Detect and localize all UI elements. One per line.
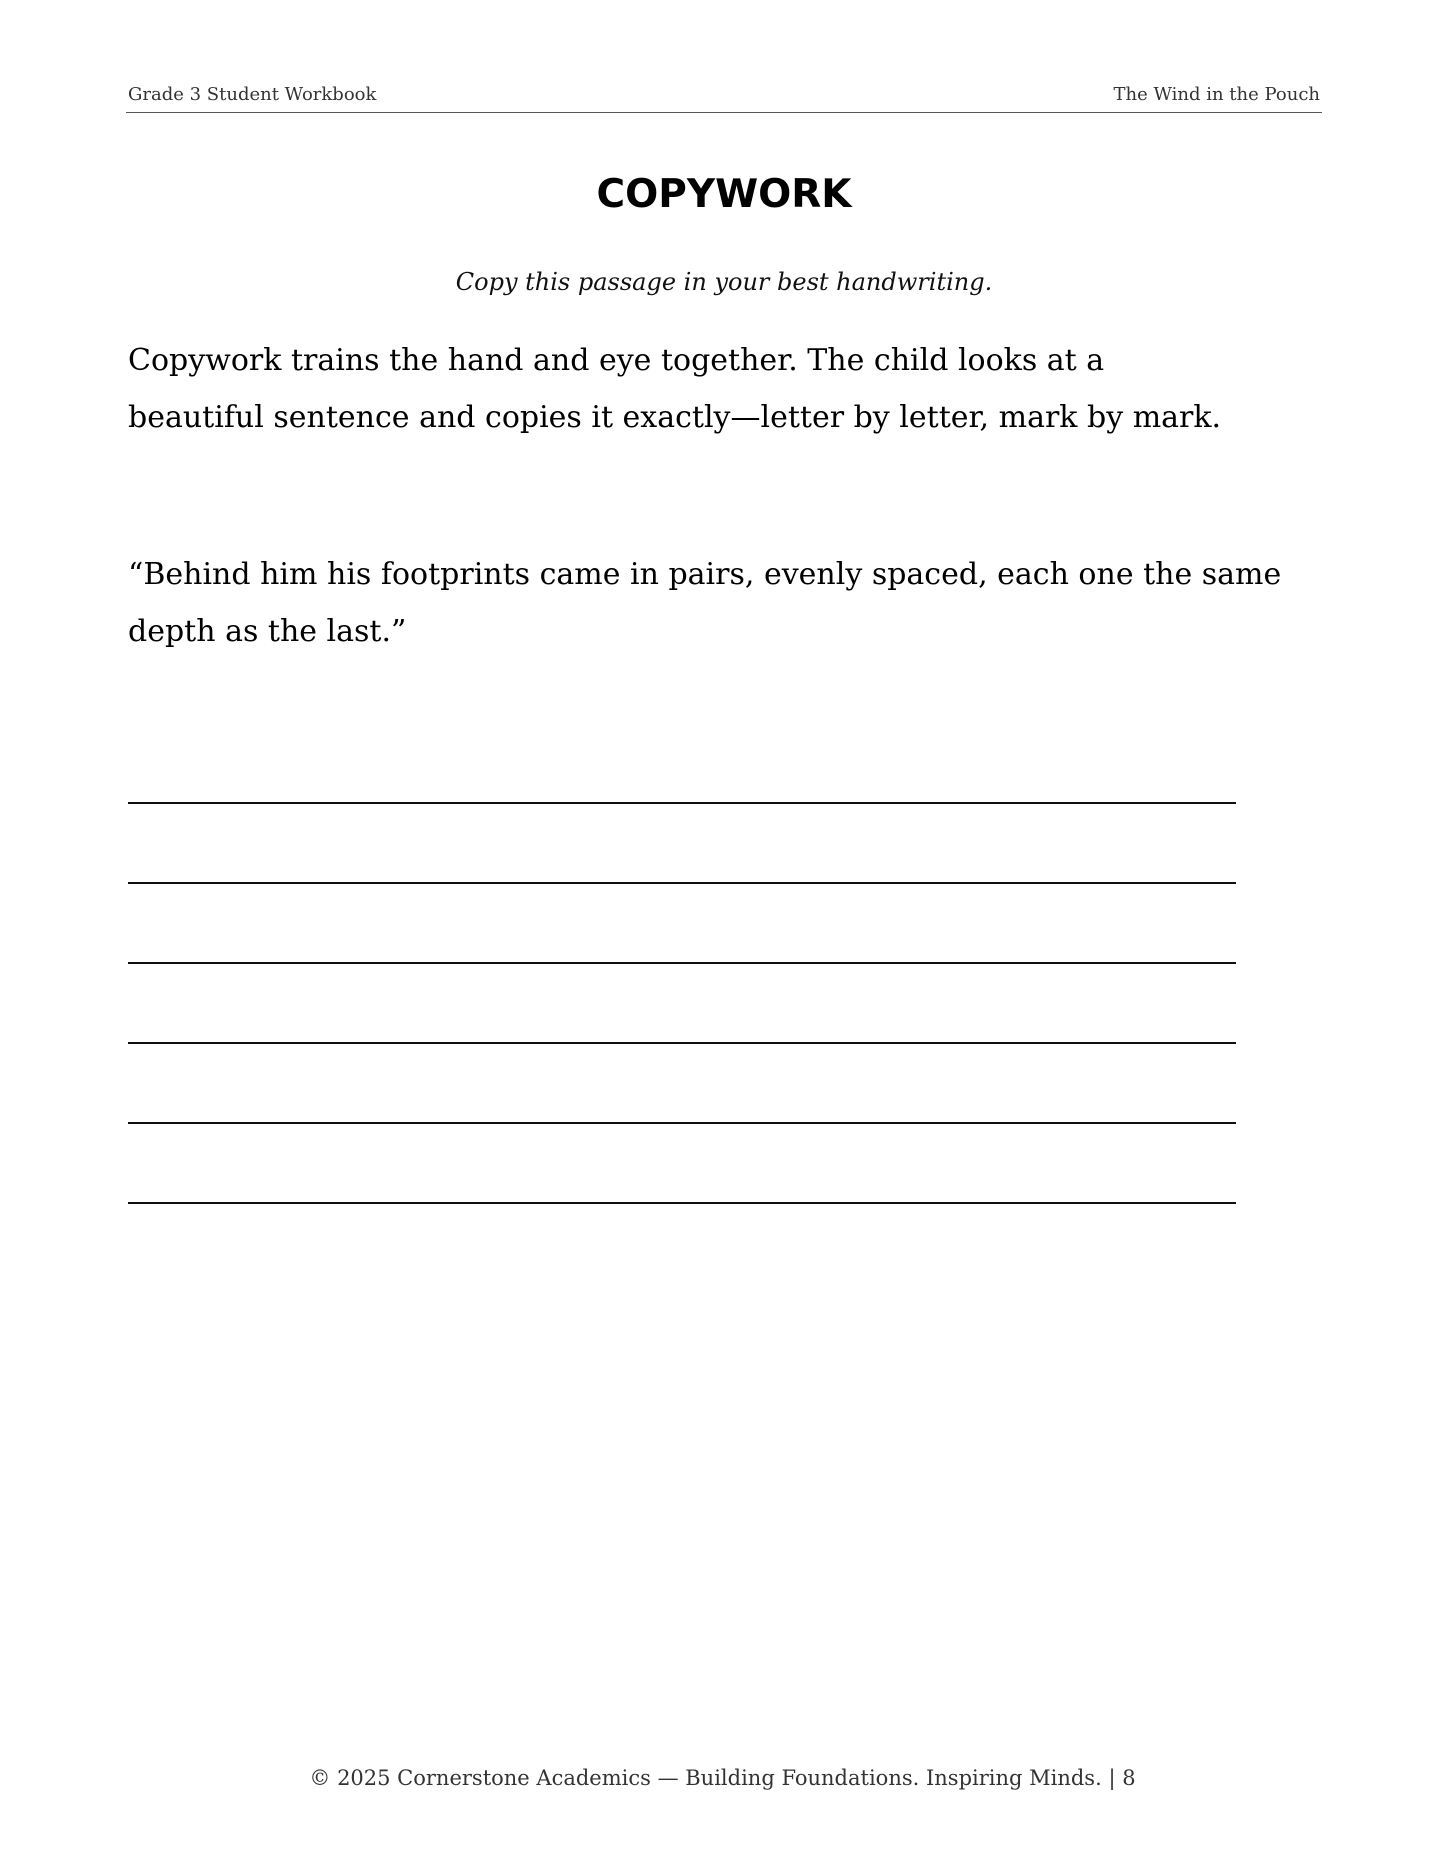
- writing-line-2[interactable]: [128, 882, 1236, 884]
- writing-line-5[interactable]: [128, 1122, 1236, 1124]
- header-story-title: The Wind in the Pouch: [1113, 84, 1320, 105]
- writing-line-6[interactable]: [128, 1202, 1236, 1204]
- copy-passage: “Behind him his footprints came in pairs, evenly spaced, each one the same depth as the last.”: [128, 557, 1282, 649]
- page-header: [126, 82, 1322, 113]
- page-number: 8: [1122, 1766, 1136, 1790]
- writing-lines: [128, 802, 1236, 1282]
- writing-line-1[interactable]: [128, 802, 1236, 804]
- footer-copyright: © 2025 Cornerstone Academics — Building Foundations. Inspiring Minds.: [309, 1766, 1102, 1790]
- writing-line-3[interactable]: [128, 962, 1236, 964]
- footer-separator: |: [1108, 1766, 1116, 1790]
- page-title: COPYWORK: [596, 172, 852, 217]
- writing-line-4[interactable]: [128, 1042, 1236, 1044]
- header-workbook-title: Grade 3 Student Workbook: [128, 84, 377, 105]
- page-footer: [0, 1766, 1445, 1790]
- instruction-text: Copy this passage in your best handwriting.: [455, 268, 993, 296]
- intro-paragraph: Copywork trains the hand and eye together. The child looks at a beautiful sentence and copies it exactly—letter by letter, mark by mark.: [128, 343, 1222, 435]
